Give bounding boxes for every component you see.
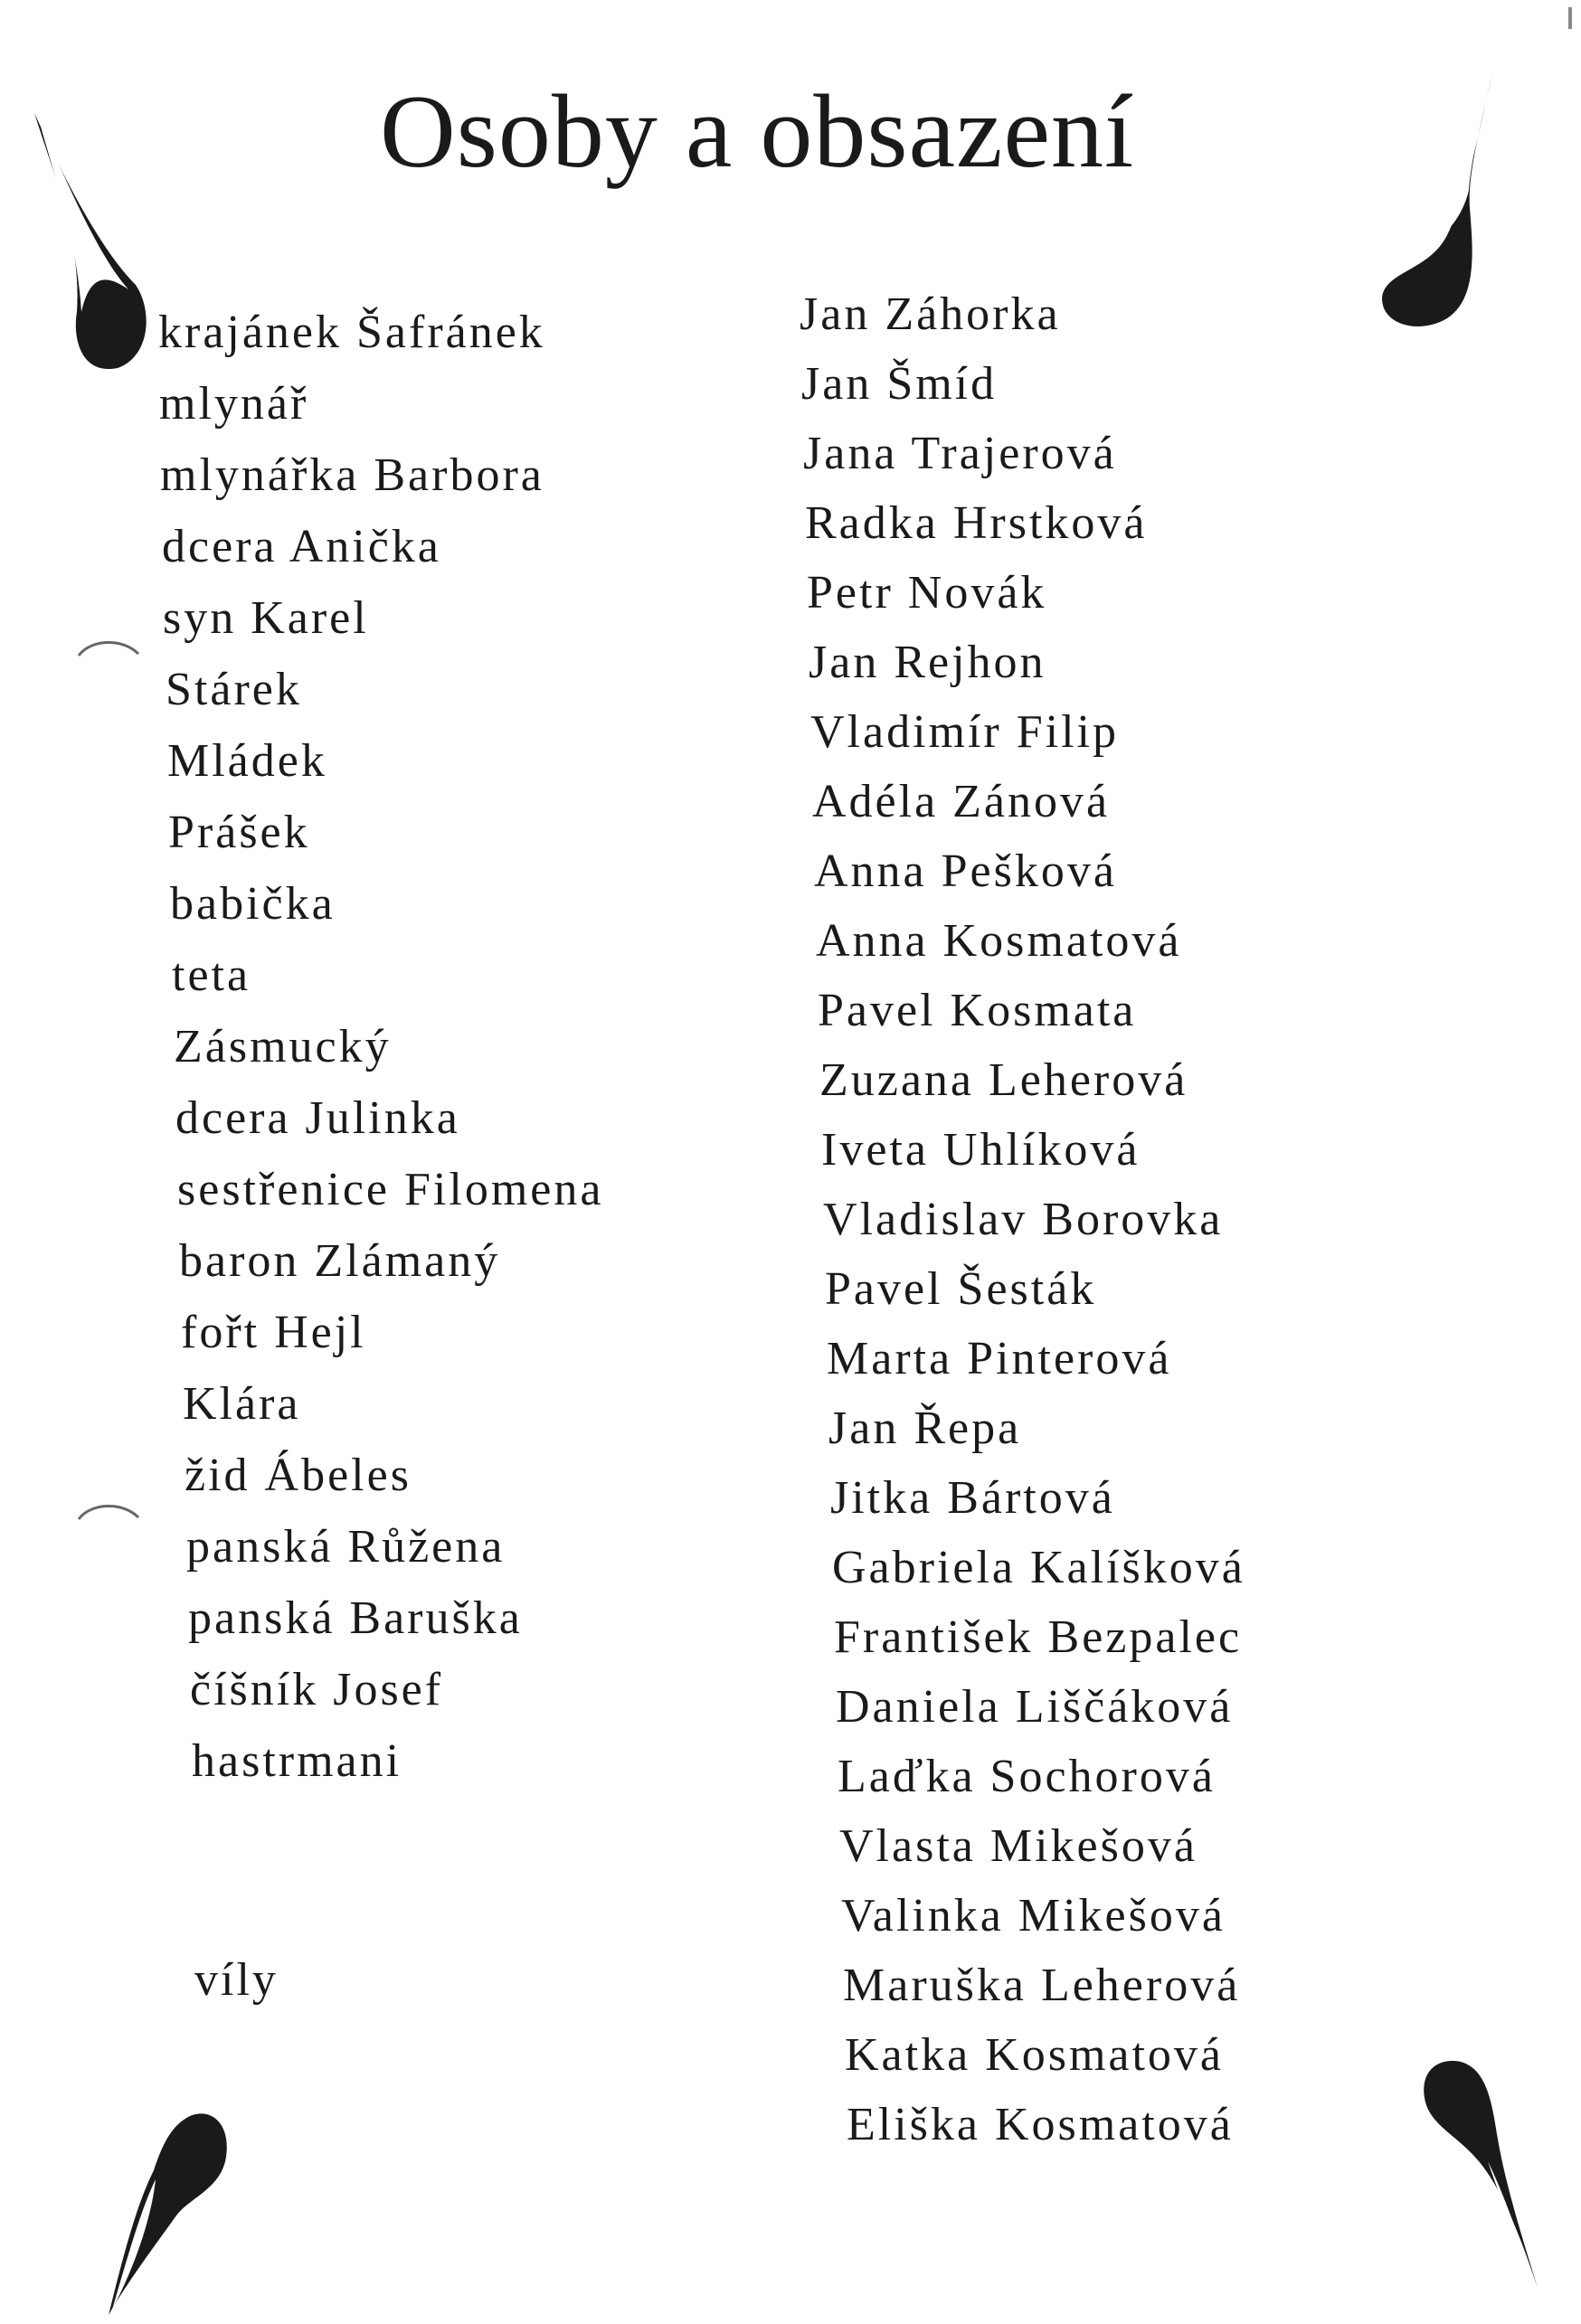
actor-item: Jana Trajerová [803, 428, 1117, 479]
actor-item: Katka Kosmatová [845, 2029, 1225, 2081]
role-item: mlynářka Barbora [160, 449, 544, 501]
role-item: žid Ábeles [185, 1450, 412, 1501]
role-item: Prášek [168, 807, 310, 858]
actor-item: Maruška Leherová [843, 1960, 1241, 2011]
role-item: baron Zlámaný [179, 1235, 501, 1287]
role-item: mlynář [159, 378, 309, 430]
actor-item: Iveta Uhlíková [821, 1124, 1141, 1176]
actor-item: Jitka Bártová [830, 1472, 1115, 1524]
role-item: Mládek [167, 735, 327, 787]
role-item: fořt Hejl [181, 1307, 366, 1358]
actor-item: Daniela Liščáková [836, 1681, 1234, 1733]
actor-item: Jan Záhorka [800, 288, 1061, 340]
actor-item: Radka Hrstková [805, 497, 1148, 549]
actor-item: Jan Řepa [828, 1403, 1022, 1454]
actor-item: Vladislav Borovka [823, 1194, 1224, 1245]
role-item: Stárek [166, 664, 302, 715]
actor-item: Valinka Mikešová [841, 1890, 1226, 1941]
actor-item: Jan Rejhon [809, 637, 1046, 688]
actor-item: Vladimír Filip [810, 706, 1119, 758]
role-item: dcera Anička [162, 521, 441, 572]
actor-item: Anna Pešková [814, 846, 1117, 897]
role-item: Zásmucký [174, 1021, 392, 1072]
actor-item: Gabriela Kalíšková [832, 1542, 1245, 1593]
actor-item: Vlasta Mikešová [839, 1820, 1198, 1872]
role-item: teta [172, 949, 251, 1001]
teardrop-ornament-top-right-icon [1366, 63, 1501, 335]
actor-item: Pavel Šesták [825, 1263, 1097, 1315]
page-title: Osoby a obsazení [380, 74, 1135, 190]
role-item: číšník Josef [190, 1664, 444, 1715]
role-item: panská Růžena [186, 1521, 506, 1573]
actor-item: František Bezpalec [834, 1611, 1243, 1663]
actor-item: Eliška Kosmatová [847, 2099, 1234, 2150]
teardrop-ornament-bottom-left-icon [99, 2053, 235, 2324]
actor-item: Petr Novák [807, 567, 1047, 619]
punch-hole-mark-upper [77, 638, 140, 659]
role-item: sestřenice Filomena [177, 1164, 604, 1215]
actor-item: Anna Kosmatová [816, 915, 1182, 967]
teardrop-ornament-top-left-icon [27, 104, 163, 375]
actor-item: Pavel Kosmata [818, 985, 1137, 1036]
role-item: krajánek Šafránek [158, 307, 545, 358]
role-item: víly [194, 1954, 279, 2006]
actor-item: Jan Šmíd [801, 358, 998, 410]
role-item: hastrmani [192, 1735, 402, 1787]
actor-item: Zuzana Leherová [819, 1054, 1188, 1106]
actor-item: Laďka Sochorová [838, 1751, 1216, 1802]
role-item: Klára [183, 1378, 301, 1430]
teardrop-ornament-bottom-right-icon [1411, 2026, 1547, 2297]
actor-item: Adéla Zánová [812, 776, 1111, 827]
role-item: syn Karel [163, 592, 369, 644]
actor-item: Marta Pinterová [827, 1333, 1172, 1384]
role-item: dcera Julinka [175, 1092, 460, 1144]
punch-hole-mark-lower [77, 1501, 140, 1523]
role-item: panská Baruška [188, 1592, 523, 1644]
role-item: babička [170, 878, 336, 930]
scan-edge-mark [1568, 7, 1572, 29]
